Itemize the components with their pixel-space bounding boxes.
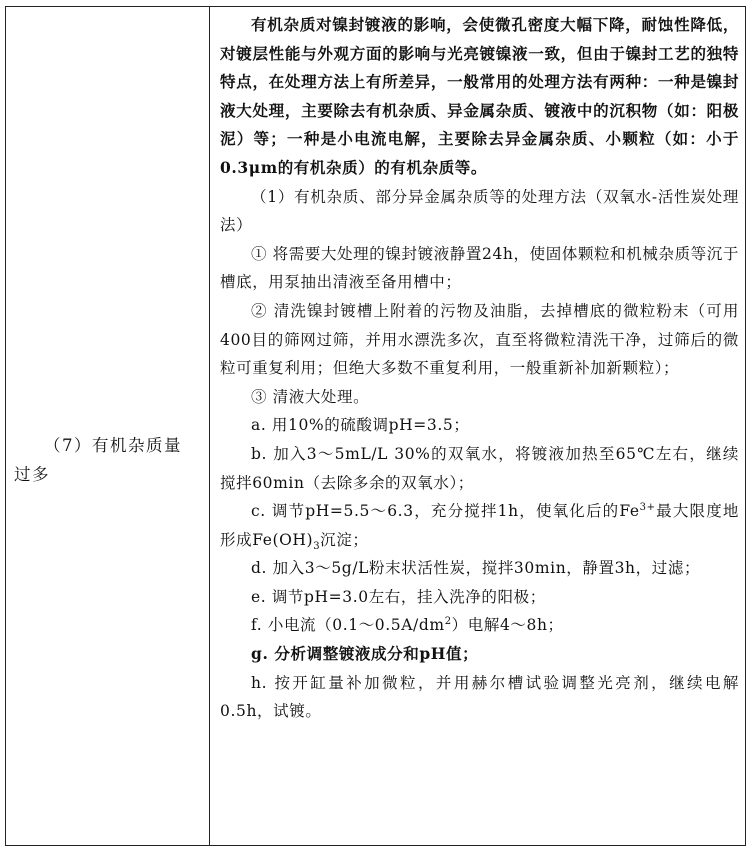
condition-line1: （7）有机杂质量 — [44, 436, 182, 455]
condition-line2: 过多 — [14, 465, 50, 484]
item-h: h. 按开缸量补加微粒，并用赫尔槽试验调整光亮剂，继续电解0.5h，试镀。 — [220, 673, 739, 721]
item-c-text-1: c. 调节pH=5.5～6.3，充分搅拌1h，使氧化后的Fe — [251, 502, 640, 521]
item-f-superscript: 2 — [444, 616, 452, 628]
intro-paragraph: 有机杂质对镍封镀液的影响，会使微孔密度大幅下降，耐蚀性降低，对镀层性能与外观方面的影响与光亮镀镍液一致，但由于镍封工艺的独特特点，在处理方法上有所差异，一般常用的处理方法有两种：一种是镍封液大处理，主要除去有机杂质、异金属杂质、镀液中的沉积物（如：阳极泥）等；一种是小电流电解，主要除去异金属杂质、小颗粒（如：小于0.3μm的有机杂质）的有机杂质等。 — [220, 15, 739, 177]
item-f — [220, 611, 739, 640]
item-f-text-1: f. 小电流（0.1～0.5A/dm — [251, 616, 445, 635]
method-title: （1）有机杂质、部分异金属杂质等的处理方法（双氧水-活性炭处理法） — [220, 187, 739, 235]
item-d: d. 加入3～5g/L粉末状活性炭，搅拌30min，静置3h，过滤； — [251, 559, 701, 578]
item-c-subscript: 3 — [313, 540, 321, 552]
item-c-text-2: 最大限度地形成Fe(OH) — [220, 502, 739, 549]
condition-label — [14, 431, 204, 489]
remedy-cell — [210, 7, 745, 845]
step-2: ② 清洗镍封镀槽上附着的污物及油脂，去掉槽底的微粒粉末（可用400目的筛网过筛，并用水漂洗多次，直至将微粒清洗干净，过筛后的微粒可重复利用；但绝大多数不重复利用，一般重新补加新颗粒）； — [220, 301, 739, 378]
item-c-text-3: 沉淀； — [320, 530, 369, 549]
item-a: a. 用10%的硫酸调pH=3.5； — [251, 416, 470, 435]
step-1: ① 将需要大处理的镍封镀液静置24h，使固体颗粒和机械杂质等沉于槽底，用泵抽出清液至备用槽中； — [220, 244, 739, 292]
step-3: ③ 清液大处理。 — [251, 387, 370, 406]
item-e: e. 调节pH=3.0左右，挂入洗净的阳极； — [251, 587, 546, 606]
item-f-text-2: ）电解4～8h； — [451, 616, 564, 635]
condition-cell — [6, 7, 210, 845]
table — [5, 6, 746, 846]
item-c-superscript: 3+ — [639, 501, 656, 513]
item-b: b. 加入3～5mL/L 30%的双氧水，将镀液加热至65℃左右，继续搅拌60min（去除多余的双氧水）； — [220, 444, 739, 492]
item-g: g. 分析调整镀液成分和pH值； — [251, 644, 479, 664]
item-c — [220, 497, 739, 554]
